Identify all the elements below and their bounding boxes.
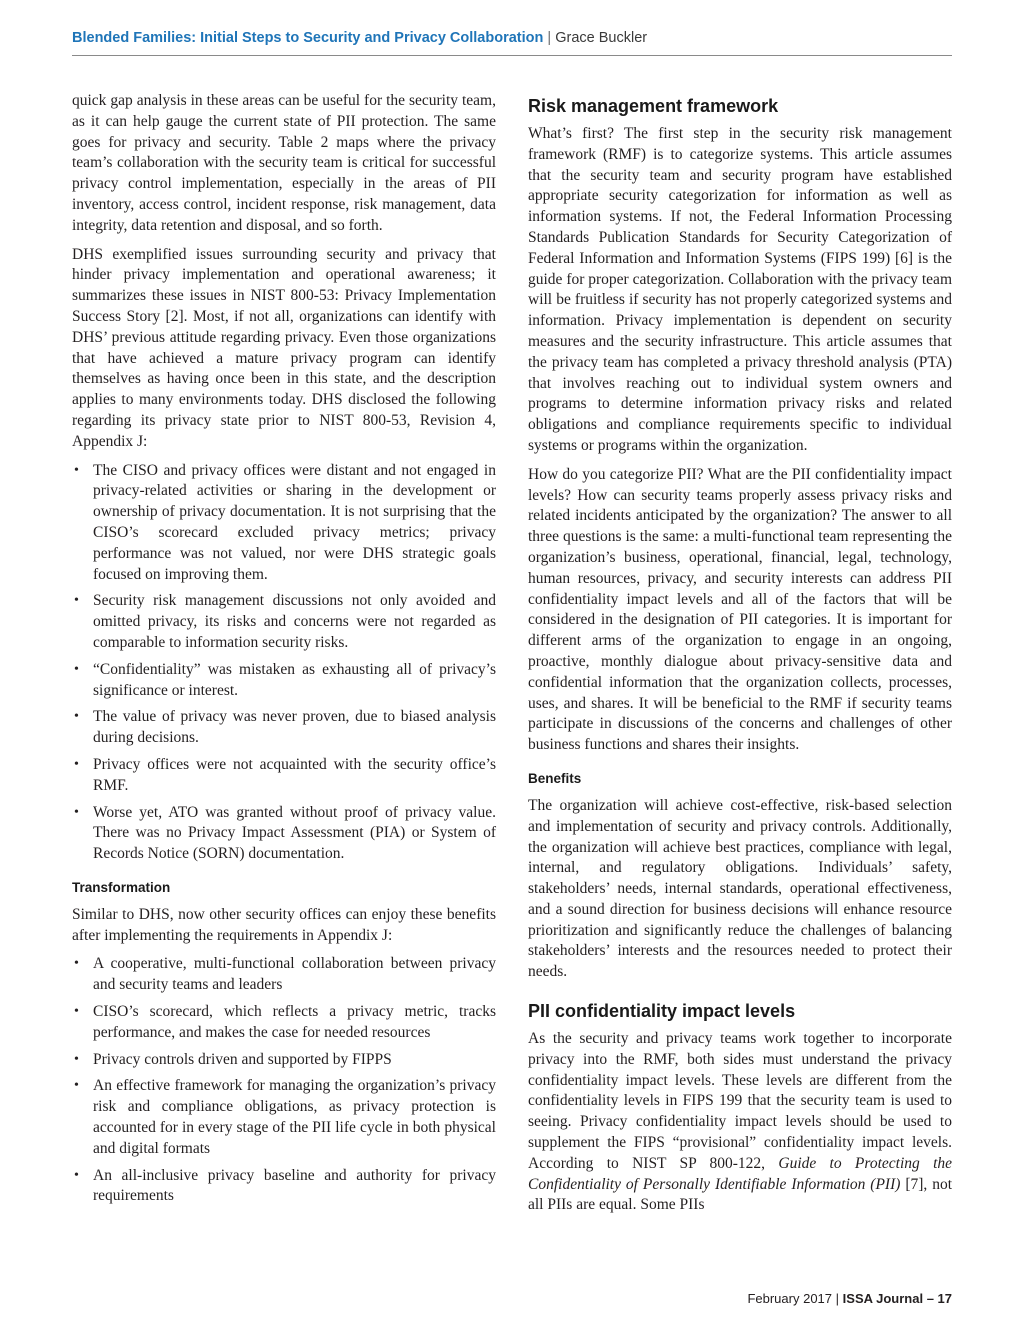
paragraph: DHS exemplified issues surrounding security and privacy that hinder privacy implementation and operational awareness; it summarizes these issues in NIST 800-53: Privacy Implementation Success Story [2]. Most, if not all, organizations can identify with DHS’ previous attitude regarding privacy. Even those organizations that have achieved a mature privacy program can identify themselves as having once been in this state, and the description applies to many environments today. DHS disclosed the following regarding its privacy state prior to NIST 800-53, Revision 4, Appendix J:	[72, 245, 496, 450]
list-item	[72, 755, 496, 797]
journal-page-number: ISSA Journal – 17	[842, 1291, 952, 1306]
right-column	[528, 94, 952, 1224]
list-item-text: “Confidentiality” was mistaken as exhausting all of privacy’s significance or interest.	[93, 660, 496, 699]
list-item-text: An effective framework for managing the organization’s privacy risk and compliance obligations, as privacy protection is accounted for in every stage of the PII life cycle in both physical and digital formats	[93, 1077, 496, 1157]
list-item	[72, 591, 496, 653]
heading-pii-confidentiality-impact-levels: PII confidentiality impact levels	[528, 1001, 796, 1022]
cited-document-title: Guide to Protecting the Confidentiality of Personally Identifiable Information (PII)	[528, 1154, 953, 1193]
bullet-icon: •	[74, 1051, 79, 1067]
list-item-text: The CISO and privacy offices were distant and not engaged in privacy-related activities or sharing in the development or ownership of privacy documentation. It is not surprising that the CISO’s scorecard excluded privacy metrics; privacy performance was not valued, nor were DHS strategic goals focused on improving them.	[93, 461, 496, 583]
paragraph: The organization will achieve cost-effective, risk-based selection and implementation of security and privacy controls. Additionally, the organization will achieve best practices, compliance with legal, internal, and regulatory obligations. Individuals’ safety, stakeholders’ needs, internal standards, operational effectiveness, and a sound direction for business decisions will enhance resource prioritization and significantly reduce the challenges of balancing stakeholders’ interests and the resources needed to protect their needs.	[528, 796, 952, 981]
left-column	[72, 91, 496, 1217]
list-item	[72, 660, 496, 702]
list-item-text: Worse yet, ATO was granted without proof of privacy value. There was no Privacy Impact Assessment (PIA) or System of Records Notice (SORN) documentation.	[93, 803, 496, 863]
paragraph-text: As the security and privacy teams work together to incorporate privacy into the RMF, both sides must understand the privacy confidentiality impact levels. These levels are different from the confidentiality levels in FIPS 199 that the security team is used to seeing. Privacy confidentiality impact levels should be used to supplement the FIPS “provisional” confidentiality impact levels. According to NIST SP 800-122,	[528, 1030, 952, 1172]
bullet-list	[72, 461, 496, 865]
list-item	[72, 1076, 496, 1159]
bullet-icon: •	[74, 1167, 79, 1183]
bullet-icon: •	[74, 661, 79, 677]
list-item	[72, 1166, 496, 1208]
bullet-icon: •	[74, 462, 79, 478]
list-item	[72, 1050, 496, 1071]
paragraph: quick gap analysis in these areas can be useful for the security team, as it can help gauge the current state of PII protection. The same goes for privacy and security. Table 2 maps where the privacy team’s collaboration with the security team is critical for successful privacy control implementation, especially in the areas of PII inventory, access control, incident response, risk management, data integrity, data retention and disposal, and so forth.	[72, 92, 496, 234]
list-item-text: An all-inclusive privacy baseline and authority for privacy requirements	[93, 1166, 496, 1205]
list-item	[72, 707, 496, 749]
subheading-benefits: Benefits	[528, 770, 582, 786]
header-separator: |	[547, 30, 552, 46]
paragraph: Similar to DHS, now other security offices can enjoy these benefits after implementing the requirements in Appendix J:	[72, 905, 496, 944]
bullet-icon: •	[74, 956, 79, 972]
list-item	[72, 461, 496, 586]
bullet-icon: •	[74, 1078, 79, 1094]
paragraph: How do you categorize PII? What are the PII confidentiality impact levels? How can security teams properly assess privacy risks and related incidents anticipated by the organization? The answer to all three questions is the same: a multi-functional team representing the organization’s business, operational, financial, legal, technology, human resources, privacy, and security interests can address PII confidentiality impact levels and all of the factors that will be considered in the designation of PII categories. It is important for different arms of the organization to engage in an ongoing, proactive, monthly dialogue about privacy-sensitive data and confidential information that the organization collects, processes, uses, and shares. It will be beneficial to the RMF if security teams participate in discussions of the concerns and challenges of other business functions and shares their insights.	[528, 465, 952, 754]
list-item-text: A cooperative, multi-functional collaboration between privacy and security teams and leaders	[93, 955, 496, 994]
footer-separator: |	[835, 1291, 840, 1306]
bullet-icon: •	[74, 804, 79, 820]
list-item-text: Security risk management discussions not only avoided and omitted privacy, its risks and concerns were not regarded as comparable to information security risks.	[93, 592, 496, 651]
list-item	[72, 954, 496, 996]
heading-risk-management-framework: Risk management framework	[528, 96, 779, 116]
list-item-text: Privacy controls driven and supported by FIPPS	[93, 1050, 392, 1068]
list-item-text: Privacy offices were not acquainted with the security office’s RMF.	[93, 755, 496, 794]
list-item-text: CISO’s scorecard, which reflects a privacy metric, tracks performance, and makes the case for needed resources	[93, 1003, 496, 1041]
bullet-icon: •	[74, 593, 79, 609]
header-rule	[72, 55, 952, 56]
article-title: Blended Families: Initial Steps to Security and Privacy Collaboration	[72, 30, 544, 46]
subheading-transformation: Transformation	[72, 879, 171, 895]
list-item	[72, 803, 496, 865]
issue-date: February 2017	[747, 1291, 833, 1306]
bullet-icon: •	[74, 1004, 79, 1020]
page-footer	[560, 1291, 952, 1307]
paragraph: What’s first? The first step in the security risk management framework (RMF) is to categorize systems. This article assumes that the security team and security program have established appropriate security categorization for information as well as information systems. If not, the Federal Information Processing Standards Publication Standards for Security Categorization of Federal Information and Information Systems (FIPS 199) [6] is the guide for proper categorization. Collaboration with the privacy team will be fruitless if security has not properly categorized systems and information. Privacy implementation is dependent on security measures and the security infrastructure. This article assumes that the privacy team has completed a privacy threshold analysis (PTA) that involves reaching out to individual system owners and programs to determine information privacy risks and related obligations and compliance requirements specific to individual systems or programs within the organization.	[528, 125, 952, 454]
bullet-icon: •	[74, 709, 79, 725]
running-header	[72, 28, 972, 48]
list-item	[72, 1002, 496, 1044]
bullet-icon: •	[74, 756, 79, 772]
list-item-text: The value of privacy was never proven, due to biased analysis during decisions.	[93, 708, 496, 747]
bullet-list	[72, 954, 496, 1207]
author-name: Grace Buckler	[555, 30, 648, 46]
paragraph	[528, 1029, 952, 1216]
paragraph-text: [7], not all PIIs are equal. Some PIIs	[528, 1175, 952, 1214]
